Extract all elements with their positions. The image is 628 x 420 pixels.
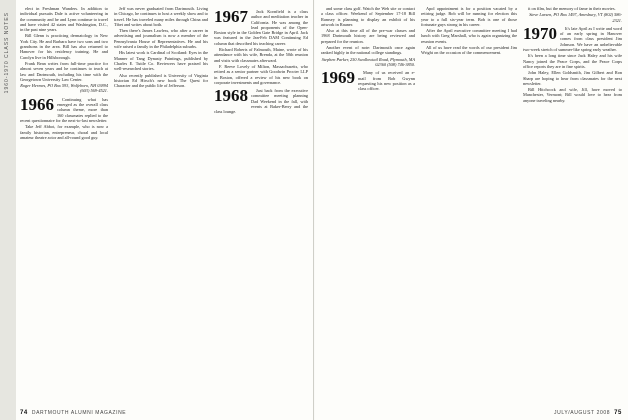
right-footer: [554, 410, 622, 416]
class-year-heading: 1970: [523, 23, 557, 43]
paragraph: All of us have read the words of our president Jim Wright on the occasion of the commencement.: [421, 45, 517, 56]
left-footer: [20, 410, 126, 416]
paragraph: Many of us received an e-mail from Bob Gwynn requesting his new position as a class officer.: [358, 70, 415, 92]
page-number: 74: [20, 410, 28, 416]
paragraph: Continuing what has emerged as the overall class column theme, more than 160 classmates replied to the recent questionnaire for the next-to-last newsletter.: [20, 96, 108, 123]
right-column-1: [321, 6, 415, 92]
class-year-heading: 1967: [214, 7, 248, 26]
class-year-block: [321, 70, 415, 91]
right-column-2: [421, 6, 517, 57]
class-secretary-signature: Steve Larsen, PO Box 1497, Amesbury, VT (802) 586-2321.: [529, 12, 622, 23]
class-year-block: [523, 23, 622, 53]
paragraph: F. Reeve Lovely of Milton, Massachusetts, who retired as a senior partner with Goodwin Procter LLP in Boston, offered a review of his new book on corporate investments and governance.: [214, 63, 308, 85]
paragraph: elect in Freshman Wanders. In addition to individual pursuits Dale is active volunteering in the community and he and Lynn continue to travel and have visited 42 states and Washington, D.C., in the past nine years.: [20, 6, 108, 33]
paragraph: Bill Glenn is practicing dermatology in New York City. He and Barbara have two sons and two grandsons in the area. Bill has also returned to Hanover for his residency training. He and Carolyn live in Hillsborough.: [20, 33, 108, 60]
paragraph: His latest work is Cardinal of Scotland: Eyes in the Manner of Tang Dynasty Paintings, published by Charles E. Tuttle Co. Reviewers have praised his well-researched stories.: [114, 50, 208, 72]
paragraph: Apol appointment is for a position vacated by a retiring judge. Bob will be running for election this year to a full six-year term. Bob is one of those fortunate guys strong in his career.: [421, 6, 517, 27]
paragraph: After the April executive committee meeting I had lunch with Greg Marshall, who is again organizing the reunion events.: [421, 28, 517, 44]
magazine-title: DARTMOUTH ALUMNI MAGAZINE: [31, 410, 127, 416]
paragraph: Take Jeff Abbot, for example, who is now a family historian, entrepreneur, choral and local amateur theatre actor and all-round good guy.: [20, 124, 108, 140]
class-secretary-signature: Stephen Parker, 250 Swallowtail Road, Plymouth, MA 02360 (508) 746-3850.: [321, 56, 415, 67]
section-label: 1960-1970 CLASS NOTES: [4, 12, 10, 94]
issue-date: JULY/AUGUST 2008: [554, 410, 611, 416]
class-year-heading: 1968: [214, 86, 248, 106]
paragraph: Also at this time all of the pre-war classes and 1968 Dartmouth history are being reviewed and prepared for the reunion.: [321, 28, 415, 44]
paragraph: Also recently published is University of Virginia historian Ed Hirsch's new book The Quest for Character and the public life of Jefferson.: [114, 72, 208, 89]
paragraph: Bill Hitchcock and wife, Jill, have moved to Manchester, Vermont; Bill would love to hear from anyone traveling nearby.: [523, 87, 622, 103]
right-column-3: [523, 6, 622, 104]
left-column-3: [214, 6, 308, 116]
class-year-block: [214, 9, 308, 46]
left-column-2: [114, 6, 208, 89]
paragraph: John Haley, Ellen Goldsmith, Jim Gilbert and Ron Sharp are hoping to hear from classmates for the next newsletter.: [523, 70, 622, 86]
paragraph: Then there's James Lawless, who after a career in advertising and journalism is now a member of the Pennsylvania House of Representatives. He and his wife raised a family in the Philadelphia suburbs.: [114, 28, 208, 50]
paragraph: and some class golf. Watch the Web site or contact a class officer. Weekend of September 17-18 Bill Ramsey is planning to display an exhibit of his artwork in Rauner.: [321, 6, 415, 27]
paragraph: Jeff was never graduated from Dartmouth. Living in Chicago, he continues to host a weekly show and to travel. He has traveled many miles through China and Tibet and writes about both.: [114, 6, 208, 27]
paragraph: It's late April as I write and word of an early spring in Hanover comes from class president Jim Johnson. We have an unbelievable two-week stretch of summer-like spring early weather.: [523, 25, 622, 53]
paragraph: It's been a long time since Jack Haley and his wife Nancy joined the Peace Corps, and the Peace Corps office reports they are in fine spirits.: [523, 53, 622, 69]
class-year-heading: 1966: [20, 94, 54, 114]
paragraph: Just back from the executive committee meeting planning Dad Weekend in the fall, with events at Baker-Berry and the class lounge.: [214, 88, 308, 115]
paragraph: Jack Kornfield is a class author and meditation teacher in California. He was among the lead proponents of the Open-Boston style in the Golden Gate Bridge in April. Jack was featured in the Jan-Feb DAM Continuing Ed column that described his teaching career.: [214, 9, 308, 46]
paragraph: it on film, but the memory of fame in their movies.: [528, 6, 616, 11]
paragraph: Frank Bean writes from full-time practice for almost seven years and he continues to teach at law and Dartmouth, including his time with the Georgetown University Law Center.: [20, 60, 108, 82]
left-column-1: [20, 6, 108, 141]
paragraph: Richard Roberts of Falmouth, Maine, wrote of his attendance with his wife, Brenda, at the 50th reunion and visits with classmates afterward.: [214, 47, 308, 63]
class-year-block: [20, 94, 108, 140]
class-year-heading: 1969: [321, 68, 355, 88]
right-page: [315, 0, 628, 420]
page-number: 75: [614, 410, 622, 416]
class-secretary-signature: Roger Hermes, PO Box 593, Wolfeboro, NH 03894 (603) 569-4521.: [20, 83, 108, 94]
class-year-block: [214, 88, 308, 114]
paragraph: Another event of note: Dartmouth once again ranked highly in the national college standings.: [321, 45, 415, 56]
